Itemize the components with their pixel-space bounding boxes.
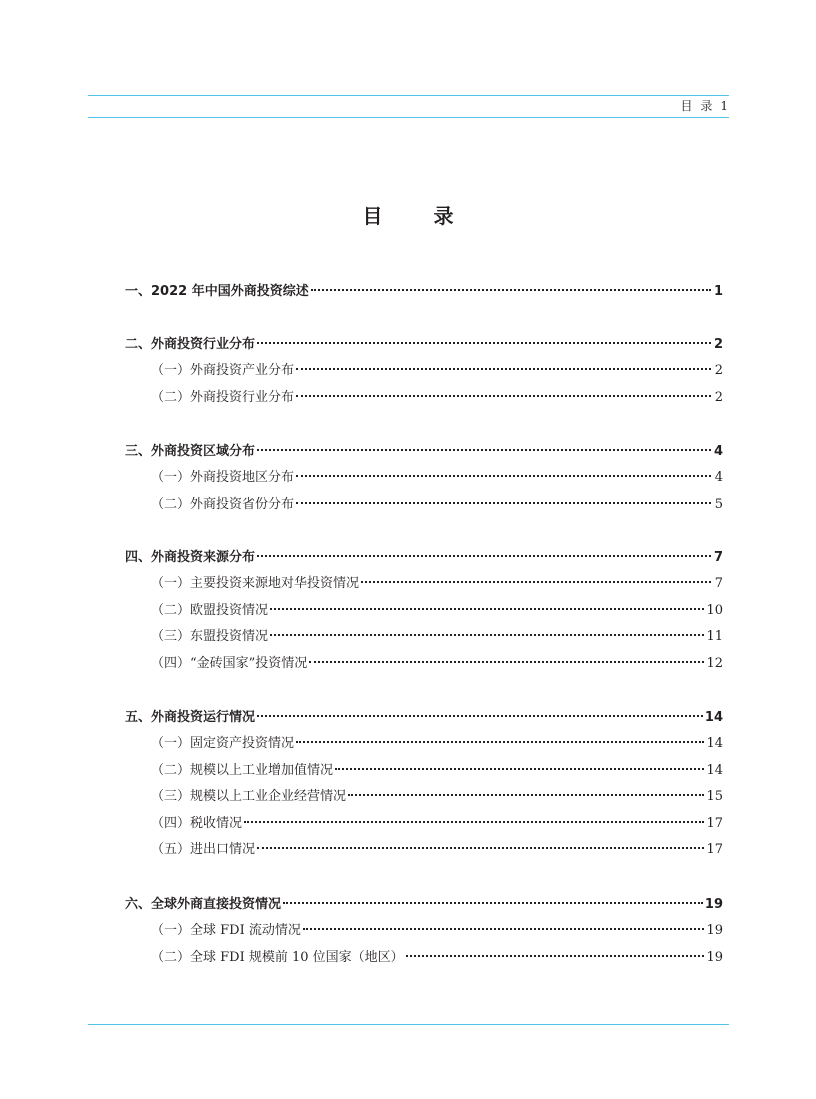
footer-rule [88,1024,729,1025]
toc-subentry-label: （四）“金砖国家”投资情况 [151,655,308,671]
toc-subentry[interactable] [125,785,723,811]
toc-subentry-page-number: 15 [706,789,723,804]
header-rule-bottom [88,117,729,118]
toc-section[interactable] [125,440,723,466]
page-title: 目 录 [362,204,476,228]
toc-subentry[interactable] [125,359,723,385]
toc-subentry[interactable] [125,493,723,519]
toc-subentry-page-number: 7 [714,576,723,591]
toc-subentry-label: （一）外商投资产业分布 [151,363,295,378]
toc-subentry[interactable] [125,625,723,651]
toc-subentry[interactable] [125,919,723,945]
running-header-title: 目 录 [680,99,715,113]
dot-leader [296,741,704,743]
dot-leader [406,955,705,957]
dot-leader [335,768,704,770]
toc-subentry-page-number: 4 [714,470,723,485]
header-rule-top [88,95,729,96]
toc-subentry-label: （二）全球 FDI 规模前 10 位国家（地区） [151,949,404,965]
dot-leader [244,821,704,823]
toc-subentry-page-number: 17 [706,842,723,857]
dot-leader [348,794,704,796]
toc-subentry-label: （二）欧盟投资情况 [151,602,269,618]
toc-subentry[interactable] [125,838,723,864]
toc-subentry-page-number: 17 [706,815,723,831]
dot-leader [361,581,711,583]
toc-subentry-label: （二）规模以上工业增加值情况 [151,762,334,778]
dot-leader [309,661,704,663]
toc-subentry[interactable] [125,759,723,785]
toc-section[interactable] [125,706,723,732]
toc-subentry-page-number: 12 [706,655,723,671]
toc-subentry[interactable] [125,946,723,972]
toc-subentry-page-number: 19 [706,949,723,965]
toc-subentry[interactable] [125,732,723,758]
toc-section-label: 二、外商投资行业分布 [125,337,256,352]
dot-leader [257,847,704,849]
dot-leader [257,342,711,344]
toc-section[interactable] [125,893,723,919]
toc-subentry-page-number: 14 [706,762,723,778]
toc-section-label: 四、外商投资来源分布 [125,550,256,565]
toc-subentry[interactable] [125,572,723,598]
dot-leader [257,555,711,557]
toc-subentry[interactable] [125,466,723,492]
dot-leader [283,902,703,904]
toc-subentry-label: （四）税收情况 [151,815,243,831]
toc-subentry-label: （一）外商投资地区分布 [151,470,295,485]
dot-leader [257,715,703,717]
toc-subentry-page-number: 14 [706,736,723,751]
toc-subentry[interactable] [125,812,723,838]
dot-leader [296,368,711,370]
toc-subentry-page-number: 19 [706,923,723,938]
dot-leader [303,928,705,930]
dot-leader [296,395,711,397]
toc-subentry[interactable] [125,599,723,625]
toc-section-label: 五、外商投资运行情况 [125,710,256,725]
toc-section-page-number: 14 [704,710,723,725]
toc-subentry-label: （一）固定资产投资情况 [151,736,295,751]
toc-subentry-label: （二）外商投资省份分布 [151,496,295,512]
dot-leader [311,289,711,291]
toc-section-page-number: 19 [704,897,723,912]
toc-section-label: 六、全球外商直接投资情况 [125,897,282,912]
toc-section-page-number: 4 [713,444,723,459]
toc-subentry-label: （三）东盟投资情况 [151,629,269,644]
toc-subentry-label: （一）主要投资来源地对华投资情况 [151,576,360,591]
dot-leader [296,475,711,477]
toc-subentry-page-number: 2 [714,389,723,405]
toc-subentry-label: （五）进出口情况 [151,842,256,857]
toc-section[interactable] [125,280,723,306]
dot-leader [257,449,711,451]
toc-subentry[interactable] [125,386,723,412]
toc-section[interactable] [125,333,723,359]
toc-section-page-number: 2 [713,337,723,352]
running-header-page-number: 1 [720,99,728,113]
toc-subentry-page-number: 11 [706,629,723,644]
toc-section-label: 一、2022 年中国外商投资综述 [125,284,309,299]
dot-leader [270,634,704,636]
toc-subentry[interactable] [125,652,723,678]
toc-subentry-label: （一）全球 FDI 流动情况 [151,923,301,938]
toc-subentry-page-number: 5 [714,496,723,512]
running-header [681,98,728,114]
toc-section[interactable] [125,546,723,572]
dot-leader [270,608,704,610]
toc-subentry-page-number: 10 [706,602,723,618]
toc-section-page-number: 7 [713,550,723,565]
toc-subentry-page-number: 2 [714,363,723,378]
dot-leader [296,502,711,504]
toc-section-label: 三、外商投资区域分布 [125,444,256,459]
toc-subentry-label: （三）规模以上工业企业经营情况 [151,789,347,804]
toc-section-page-number: 1 [713,284,723,299]
toc-subentry-label: （二）外商投资行业分布 [151,389,295,405]
